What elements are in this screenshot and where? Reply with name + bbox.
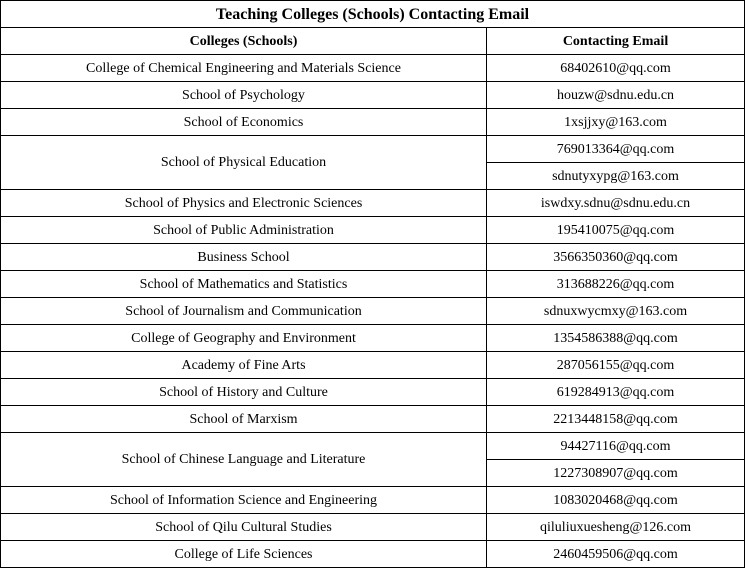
table-row: [1, 82, 745, 109]
table-title: Teaching Colleges (Schools) Contacting Email: [1, 1, 745, 28]
college-name-cell: College of Chemical Engineering and Materials Science: [1, 55, 487, 82]
table-row: [1, 352, 745, 379]
email-cell: 1354586388@qq.com: [487, 325, 745, 352]
college-name-cell: College of Geography and Environment: [1, 325, 487, 352]
column-header-email: Contacting Email: [487, 28, 745, 55]
college-name-cell: School of Mathematics and Statistics: [1, 271, 487, 298]
college-name-cell: School of Journalism and Communication: [1, 298, 487, 325]
table-row: [1, 541, 745, 568]
table-row: [1, 55, 745, 82]
college-name-cell: School of Qilu Cultural Studies: [1, 514, 487, 541]
email-cell: qiluliuxuesheng@126.com: [487, 514, 745, 541]
college-name-cell: Business School: [1, 244, 487, 271]
email-cell: sdnutyxypg@163.com: [487, 163, 745, 190]
email-cell: iswdxy.sdnu@sdnu.edu.cn: [487, 190, 745, 217]
email-cell: 619284913@qq.com: [487, 379, 745, 406]
table-row: [1, 109, 745, 136]
college-name-cell: College of Life Sciences: [1, 541, 487, 568]
email-cell: 1xsjjxy@163.com: [487, 109, 745, 136]
college-name-cell: School of Physical Education: [1, 136, 487, 190]
email-cell: 2213448158@qq.com: [487, 406, 745, 433]
email-cell: 287056155@qq.com: [487, 352, 745, 379]
email-cell: 3566350360@qq.com: [487, 244, 745, 271]
table-row: [1, 190, 745, 217]
table-row: [1, 433, 745, 460]
table-row: [1, 487, 745, 514]
email-cell: 1083020468@qq.com: [487, 487, 745, 514]
college-name-cell: School of History and Culture: [1, 379, 487, 406]
email-cell: 68402610@qq.com: [487, 55, 745, 82]
table-row: [1, 514, 745, 541]
college-name-cell: School of Information Science and Engineering: [1, 487, 487, 514]
table-row: [1, 379, 745, 406]
email-cell: houzw@sdnu.edu.cn: [487, 82, 745, 109]
table-row: [1, 217, 745, 244]
college-name-cell: School of Marxism: [1, 406, 487, 433]
email-cell: sdnuxwycmxy@163.com: [487, 298, 745, 325]
email-cell: 769013364@qq.com: [487, 136, 745, 163]
table-row: [1, 406, 745, 433]
college-name-cell: School of Public Administration: [1, 217, 487, 244]
email-cell: 94427116@qq.com: [487, 433, 745, 460]
table-row: [1, 136, 745, 163]
college-name-cell: School of Psychology: [1, 82, 487, 109]
email-cell: 1227308907@qq.com: [487, 460, 745, 487]
table-body: [1, 55, 745, 568]
college-name-cell: Academy of Fine Arts: [1, 352, 487, 379]
email-cell: 2460459506@qq.com: [487, 541, 745, 568]
table-row: [1, 271, 745, 298]
email-cell: 195410075@qq.com: [487, 217, 745, 244]
table-row: [1, 244, 745, 271]
column-header-college: Colleges (Schools): [1, 28, 487, 55]
table-row: [1, 298, 745, 325]
email-cell: 313688226@qq.com: [487, 271, 745, 298]
college-name-cell: School of Chinese Language and Literature: [1, 433, 487, 487]
college-name-cell: School of Physics and Electronic Sciences: [1, 190, 487, 217]
table-row: [1, 325, 745, 352]
college-name-cell: School of Economics: [1, 109, 487, 136]
